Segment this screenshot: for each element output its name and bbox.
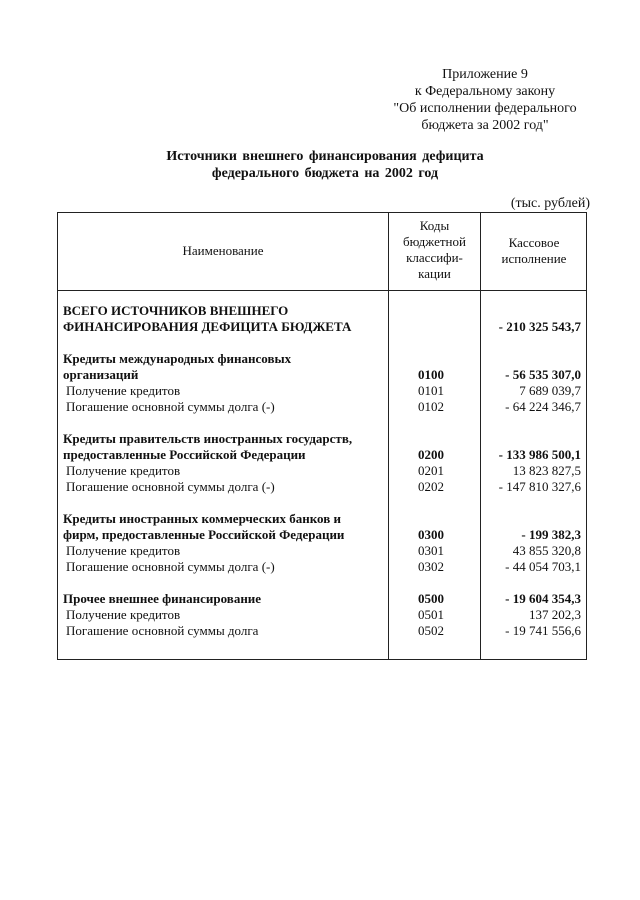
header-codes-line: бюджетной [403,234,466,249]
header-divider [58,290,586,291]
table-row [63,543,583,559]
header-codes-line: Коды [419,218,450,233]
header-codes-line: кации [418,266,451,281]
table-row [63,527,583,543]
row-code: 0102 [418,399,444,414]
row-code: 0201 [418,463,444,478]
row-value: 13 823 827,5 [512,463,581,478]
header-codes-line: классифи- [406,250,463,265]
appendix-line: Приложение 9 [442,67,528,82]
row-name: Прочее внешнее финансирование [63,591,262,606]
row-name: организаций [63,367,139,382]
appendix-note [375,66,595,134]
table-row [63,607,583,623]
row-name: Кредиты правительств иностранных государств, [63,431,353,446]
table-row [63,319,583,335]
table-row [63,463,583,479]
table-row [63,399,583,415]
table-row [63,431,583,447]
table-row [63,303,583,319]
row-value: - 19 741 556,6 [505,623,581,638]
header-name: Наименование [182,243,264,258]
row-value: 7 689 039,7 [519,383,581,398]
row-name: предоставленные Российской Федерации [63,447,306,462]
header-codes [389,218,480,282]
row-name: Получение кредитов [66,607,181,622]
table-group [63,591,583,639]
row-code: 0202 [418,479,444,494]
header-execution-line: исполнение [501,251,567,266]
row-name: Кредиты иностранных коммерческих банков и [63,511,341,526]
row-code: 0301 [418,543,444,558]
row-value: - 147 810 327,6 [498,479,581,494]
row-value: 137 202,3 [529,607,581,622]
title-line: Источники внешнего финансирования дефицита [166,149,484,164]
table-group [63,511,583,575]
appendix-line: бюджета за 2002 год" [421,118,549,133]
row-name: Получение кредитов [66,383,181,398]
row-name: ВСЕГО ИСТОЧНИКОВ ВНЕШНЕГО [63,303,289,318]
document-title [120,148,530,182]
row-name: ФИНАНСИРОВАНИЯ ДЕФИЦИТА БЮДЖЕТА [63,319,352,334]
row-value: - 64 224 346,7 [505,399,581,414]
row-value: - 56 535 307,0 [505,367,581,382]
table-group [63,303,583,335]
row-value: - 210 325 543,7 [498,319,581,334]
table-body [63,303,583,655]
row-value: - 133 986 500,1 [498,447,581,462]
title-line: федерального бюджета на 2002 год [211,166,439,181]
row-code: 0200 [418,447,444,462]
table-row [63,479,583,495]
table-group [63,431,583,495]
row-value: - 19 604 354,3 [505,591,581,606]
header-execution-line: Кассовое [508,235,560,250]
row-name: Получение кредитов [66,543,181,558]
row-code: 0100 [418,367,444,382]
row-code: 0302 [418,559,444,574]
appendix-line: "Об исполнении федерального [393,101,577,116]
row-name: Погашение основной суммы долга [66,623,259,638]
row-name: Погашение основной суммы долга (-) [66,399,275,414]
row-value: 43 855 320,8 [512,543,581,558]
row-name: фирм, предоставленные Российской Федерации [63,527,345,542]
row-code: 0502 [418,623,444,638]
row-code: 0501 [418,607,444,622]
table-group [63,351,583,415]
row-code: 0101 [418,383,444,398]
table-row [63,383,583,399]
table-row [63,623,583,639]
row-code: 0300 [418,527,444,542]
row-name: Погашение основной суммы долга (-) [66,479,275,494]
row-value: - 199 382,3 [521,527,581,542]
financing-table [57,212,587,660]
row-name: Кредиты международных финансовых [63,351,292,366]
units-label: (тыс. рублей) [510,196,590,211]
header-execution [481,235,587,267]
table-row [63,511,583,527]
table-row [63,351,583,367]
table-row [63,591,583,607]
table-row [63,559,583,575]
row-name: Получение кредитов [66,463,181,478]
row-value: - 44 054 703,1 [505,559,581,574]
row-name: Погашение основной суммы долга (-) [66,559,275,574]
table-row [63,367,583,383]
row-code: 0500 [418,591,444,606]
appendix-line: к Федеральному закону [414,84,556,99]
table-row [63,447,583,463]
